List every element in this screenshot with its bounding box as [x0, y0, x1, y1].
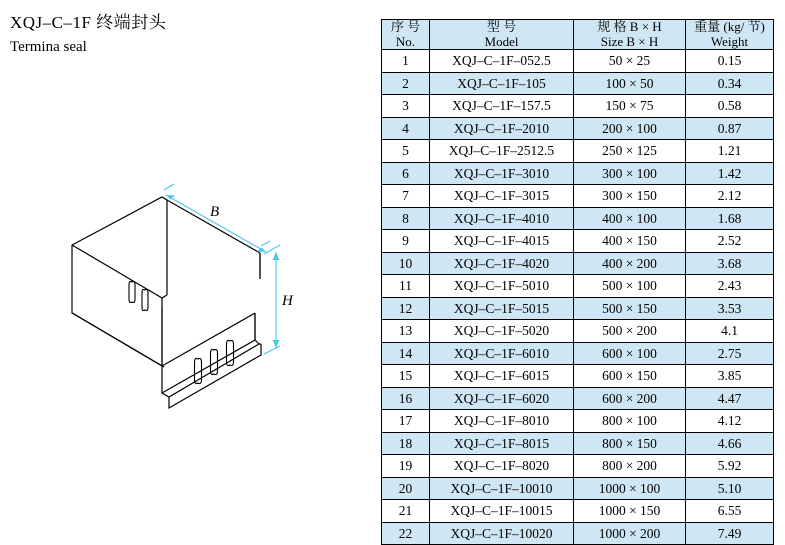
col-header-no-en: No. — [395, 33, 416, 49]
cell-model: XQJ–C–1F–8010 — [430, 410, 574, 433]
title-block — [10, 8, 166, 56]
cell-model: XQJ–C–1F–8015 — [430, 432, 574, 455]
cell-weight: 4.47 — [686, 387, 774, 410]
cell-weight: 5.10 — [686, 477, 774, 500]
cell-model: XQJ–C–1F–3015 — [430, 185, 574, 208]
table-row — [382, 500, 774, 523]
cell-no: 18 — [382, 432, 430, 455]
cell-model: XQJ–C–1F–6015 — [430, 365, 574, 388]
cell-size: 1000 × 150 — [574, 500, 686, 523]
cell-weight: 3.85 — [686, 365, 774, 388]
table-row — [382, 117, 774, 140]
cell-no: 21 — [382, 500, 430, 523]
cell-weight: 0.87 — [686, 117, 774, 140]
cell-weight: 4.66 — [686, 432, 774, 455]
cell-weight: 6.55 — [686, 500, 774, 523]
cell-weight: 7.49 — [686, 522, 774, 545]
table-row — [382, 320, 774, 343]
col-header-size-en: Size B × H — [600, 33, 659, 49]
col-header-model-en: Model — [484, 33, 519, 49]
cell-size: 1000 × 100 — [574, 477, 686, 500]
cell-model: XQJ–C–1F–10020 — [430, 522, 574, 545]
specification-table — [381, 19, 774, 545]
table-row — [382, 185, 774, 208]
cell-model: XQJ–C–1F–157.5 — [430, 95, 574, 118]
cell-no: 13 — [382, 320, 430, 343]
col-header-size — [574, 20, 686, 50]
cell-no: 16 — [382, 387, 430, 410]
terminal-seal-svg — [14, 150, 354, 450]
table-row — [382, 455, 774, 478]
cell-size: 500 × 100 — [574, 275, 686, 298]
cell-weight: 5.92 — [686, 455, 774, 478]
cell-size: 50 × 25 — [574, 50, 686, 73]
cell-model: XQJ–C–1F–052.5 — [430, 50, 574, 73]
cell-weight: 0.15 — [686, 50, 774, 73]
cell-weight: 4.1 — [686, 320, 774, 343]
cell-size: 800 × 100 — [574, 410, 686, 433]
col-header-model-cn: 型 号 — [486, 19, 517, 34]
cell-size: 800 × 200 — [574, 455, 686, 478]
cell-size: 400 × 200 — [574, 252, 686, 275]
cell-no: 9 — [382, 230, 430, 253]
cell-no: 12 — [382, 297, 430, 320]
cell-size: 600 × 100 — [574, 342, 686, 365]
cell-weight: 1.68 — [686, 207, 774, 230]
cell-weight: 2.12 — [686, 185, 774, 208]
cell-model: XQJ–C–1F–4020 — [430, 252, 574, 275]
cell-weight: 3.68 — [686, 252, 774, 275]
cell-weight: 0.58 — [686, 95, 774, 118]
col-header-no-cn: 序 号 — [390, 19, 421, 34]
cell-no: 20 — [382, 477, 430, 500]
cell-model: XQJ–C–1F–5010 — [430, 275, 574, 298]
table-row — [382, 342, 774, 365]
cell-size: 500 × 150 — [574, 297, 686, 320]
table-row — [382, 297, 774, 320]
col-header-weight-cn: 重量 (kg/ 节) — [694, 19, 765, 34]
table-row — [382, 477, 774, 500]
cell-no: 2 — [382, 72, 430, 95]
cell-size: 150 × 75 — [574, 95, 686, 118]
cell-size: 100 × 50 — [574, 72, 686, 95]
cell-model: XQJ–C–1F–10015 — [430, 500, 574, 523]
table-header-row — [382, 20, 774, 50]
table-row — [382, 230, 774, 253]
specification-table-wrapper — [381, 19, 773, 545]
cell-model: XQJ–C–1F–8020 — [430, 455, 574, 478]
table-row — [382, 252, 774, 275]
cell-size: 400 × 150 — [574, 230, 686, 253]
cell-size: 500 × 200 — [574, 320, 686, 343]
cell-size: 1000 × 200 — [574, 522, 686, 545]
table-row — [382, 410, 774, 433]
dimension-label-h: H — [282, 293, 293, 309]
cell-no: 7 — [382, 185, 430, 208]
col-header-no — [382, 20, 430, 50]
col-header-model — [430, 20, 574, 50]
table-row — [382, 365, 774, 388]
page-title-cn: XQJ–C–1F 终端封头 — [10, 13, 167, 32]
cell-model: XQJ–C–1F–5020 — [430, 320, 574, 343]
cell-size: 800 × 150 — [574, 432, 686, 455]
drawing-panel — [0, 0, 378, 534]
cell-weight: 4.12 — [686, 410, 774, 433]
table-row — [382, 95, 774, 118]
cell-no: 15 — [382, 365, 430, 388]
cell-no: 1 — [382, 50, 430, 73]
cell-size: 600 × 150 — [574, 365, 686, 388]
table-row — [382, 207, 774, 230]
dimension-label-b: B — [210, 204, 220, 220]
cell-model: XQJ–C–1F–6010 — [430, 342, 574, 365]
cell-size: 400 × 100 — [574, 207, 686, 230]
cell-model: XQJ–C–1F–10010 — [430, 477, 574, 500]
page-title-en: Termina seal — [10, 39, 87, 55]
cell-weight: 0.34 — [686, 72, 774, 95]
col-header-weight-en: Weight — [710, 33, 749, 49]
table-row — [382, 432, 774, 455]
cell-size: 600 × 200 — [574, 387, 686, 410]
cell-no: 11 — [382, 275, 430, 298]
cell-no: 5 — [382, 140, 430, 163]
table-row — [382, 50, 774, 73]
cell-no: 8 — [382, 207, 430, 230]
cell-weight: 3.53 — [686, 297, 774, 320]
cell-model: XQJ–C–1F–2010 — [430, 117, 574, 140]
cell-size: 250 × 125 — [574, 140, 686, 163]
cell-no: 10 — [382, 252, 430, 275]
table-row — [382, 522, 774, 545]
cell-size: 300 × 100 — [574, 162, 686, 185]
cell-no: 4 — [382, 117, 430, 140]
cell-no: 3 — [382, 95, 430, 118]
cell-size: 200 × 100 — [574, 117, 686, 140]
col-header-weight — [686, 20, 774, 50]
cell-model: XQJ–C–1F–5015 — [430, 297, 574, 320]
cell-model: XQJ–C–1F–105 — [430, 72, 574, 95]
table-row — [382, 162, 774, 185]
terminal-seal-drawing — [14, 150, 354, 450]
table-row — [382, 387, 774, 410]
cell-weight: 1.42 — [686, 162, 774, 185]
cell-no: 22 — [382, 522, 430, 545]
cell-no: 6 — [382, 162, 430, 185]
cell-weight: 1.21 — [686, 140, 774, 163]
cell-weight: 2.52 — [686, 230, 774, 253]
table-body — [382, 50, 774, 545]
cell-size: 300 × 150 — [574, 185, 686, 208]
table-row — [382, 72, 774, 95]
col-header-size-cn: 规 格 B × H — [597, 19, 662, 34]
table-row — [382, 140, 774, 163]
cell-model: XQJ–C–1F–4010 — [430, 207, 574, 230]
cell-weight: 2.43 — [686, 275, 774, 298]
cell-model: XQJ–C–1F–4015 — [430, 230, 574, 253]
cell-no: 19 — [382, 455, 430, 478]
cell-model: XQJ–C–1F–3010 — [430, 162, 574, 185]
cell-model: XQJ–C–1F–2512.5 — [430, 140, 574, 163]
table-row — [382, 275, 774, 298]
cell-no: 17 — [382, 410, 430, 433]
cell-weight: 2.75 — [686, 342, 774, 365]
cell-model: XQJ–C–1F–6020 — [430, 387, 574, 410]
cell-no: 14 — [382, 342, 430, 365]
